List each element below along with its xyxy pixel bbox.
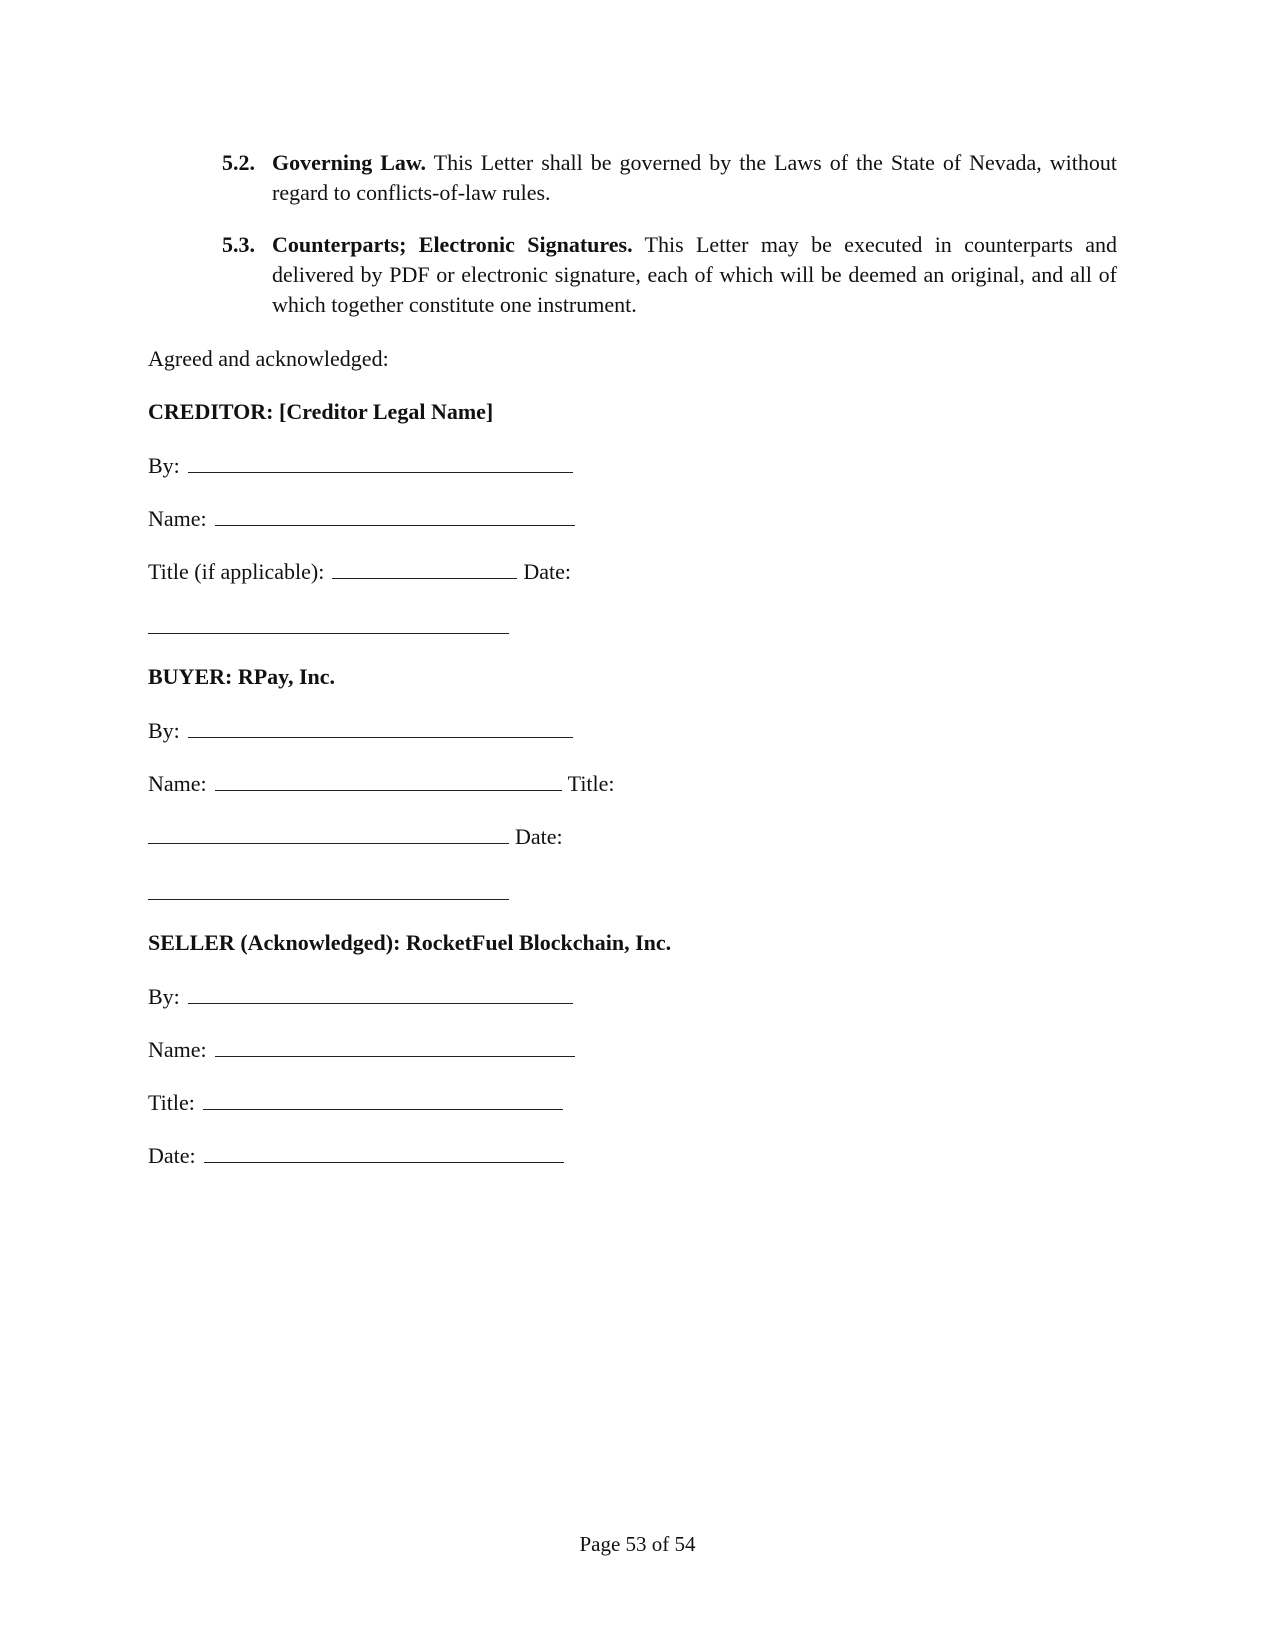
creditor-title-label: Title (if applicable): (148, 559, 325, 584)
section-body (272, 148, 1117, 208)
section-title: Counterparts; Electronic Signatures. (272, 232, 633, 257)
buyer-title-line[interactable] (148, 821, 509, 844)
seller-heading: SELLER (Acknowledged): RocketFuel Blockchain, Inc. (148, 930, 672, 955)
agreed-intro: Agreed and acknowledged: (148, 346, 389, 371)
buyer-heading: BUYER: RPay, Inc. (148, 664, 336, 689)
section-title: Governing Law. (272, 150, 427, 175)
section-number: 5.2. (222, 150, 255, 175)
seller-name-row (148, 1034, 581, 1065)
creditor-by-signature-line[interactable] (188, 450, 573, 473)
seller-name-line[interactable] (215, 1034, 575, 1057)
seller-title-label: Title: (148, 1090, 195, 1115)
seller-name-label: Name: (148, 1037, 207, 1062)
page-number: Page 53 of 54 (579, 1532, 696, 1556)
creditor-name-label: Name: (148, 506, 207, 531)
buyer-name-title-row (148, 768, 615, 799)
section-number: 5.3. (222, 232, 255, 257)
buyer-date-line[interactable] (148, 899, 509, 900)
seller-date-row (148, 1140, 570, 1171)
section-5-2 (222, 148, 1117, 208)
buyer-name-line[interactable] (215, 768, 562, 791)
buyer-title-label: Title: (567, 771, 615, 796)
seller-by-label: By: (148, 984, 180, 1009)
section-5-3 (222, 230, 1117, 320)
section-body (272, 230, 1117, 320)
buyer-title-date-row (148, 821, 563, 852)
buyer-date-label: Date: (515, 824, 563, 849)
creditor-by-row (148, 450, 579, 481)
creditor-date-label: Date: (523, 559, 572, 584)
seller-title-line[interactable] (203, 1087, 563, 1110)
creditor-name-row (148, 503, 581, 534)
buyer-by-row (148, 715, 579, 746)
seller-by-row (148, 981, 579, 1012)
seller-title-row (148, 1087, 569, 1118)
creditor-heading: CREDITOR: [Creditor Legal Name] (148, 399, 494, 424)
seller-date-label: Date: (148, 1143, 196, 1168)
section-text: This Letter may be executed in counterparts and delivered by PDF or electronic signature, each of which will be deemed an original, and all of which together constitute one instrument. (272, 232, 1117, 317)
creditor-title-line[interactable] (332, 556, 517, 579)
seller-date-line[interactable] (204, 1140, 564, 1163)
buyer-by-signature-line[interactable] (188, 715, 573, 738)
creditor-by-label: By: (148, 453, 180, 478)
creditor-name-line[interactable] (215, 503, 575, 526)
creditor-date-line[interactable] (148, 633, 509, 634)
buyer-by-label: By: (148, 718, 180, 743)
section-text: This Letter shall be governed by the Laws of the State of Nevada, without regard to conflicts-of-law rules. (272, 150, 1117, 205)
buyer-name-label: Name: (148, 771, 207, 796)
seller-by-signature-line[interactable] (188, 981, 573, 1004)
creditor-title-date-row (148, 556, 571, 587)
